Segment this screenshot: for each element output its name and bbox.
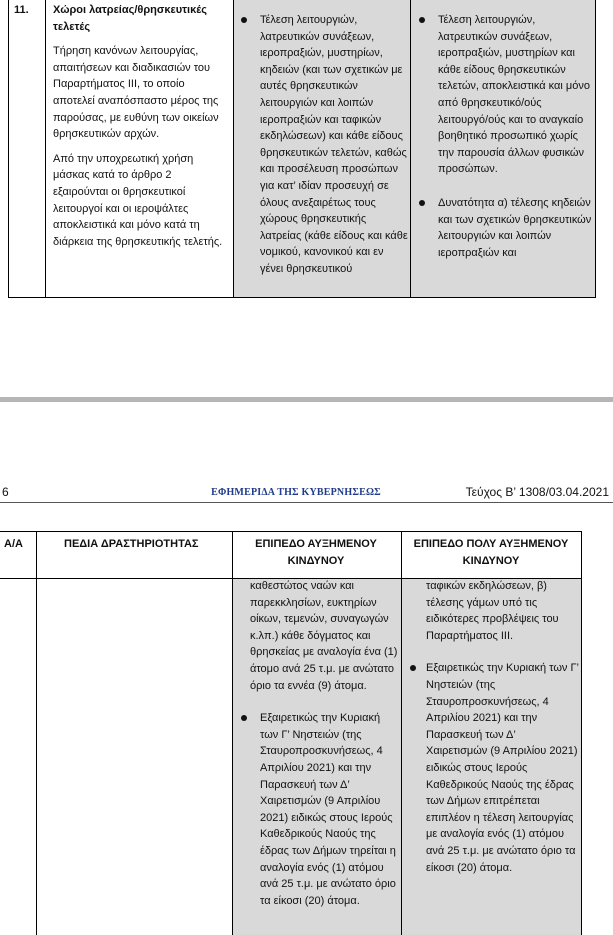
bullet-icon	[241, 715, 247, 721]
list-item: Εξαιρετικώς την Κυριακή των Γ’ Νηστειών (της Σταυροπροσκυνήσεως, 4 Απριλίου 2021) και την Παρασκευή των Δ’ Χαιρετισμών (9 Απριλίου 2021) ειδικώς στους Ιερούς Καθεδρικούς Ναούς της έδρας των Δήμων επιτρέπεται επιπλέον η τέλεση λειτουργίας με αναλογία ενός (1) ατόμου ανά 25 τ.μ. με ανώτατο όριο τα είκοσι (20) άτομα.	[405, 660, 579, 876]
header-very-high-risk: ΕΠΙΠΕΔΟ ΠΟΛΥ ΑΥΞΗΜΕΝΟΥ ΚΙΝΔΥΝΟΥ	[413, 538, 569, 567]
activity-paragraph: Τήρηση κανόνων λειτουργίας, απαιτήσεων και διαδικασιών του Παραρτήματος ΙΙΙ, το οποίο αποτελεί αναπόσπαστο μέρος της παρούσας, με ευθύνη των οικείων θρησκευτικών αρχών.	[53, 45, 219, 141]
header-activity: ΠΕΔΙΑ ΔΡΑΣΤΗΡΙΟΤΗΤΑΣ	[64, 538, 199, 550]
row-number: 11.	[14, 4, 29, 16]
continuation-text: ταφικών εκδηλώσεων, β) τέλεσης γάμων υπό τις ειδικότερες προβλέψεις του Παραρτήματος ΙΙΙ.	[426, 580, 559, 642]
newspaper-title: ΕΦΗΜΕΡΙΔΑ ΤΗΣ ΚΥΒΕΡΝΗΣΕΩΣ	[211, 487, 381, 498]
bullet-icon	[410, 665, 416, 671]
very-high-risk-cell	[414, 12, 592, 296]
header-high-risk: ΕΠΙΠΕΔΟ ΑΥΞΗΜΕΝΟΥ ΚΙΝΔΥΝΟΥ	[255, 538, 377, 567]
list-item: Εξαιρετικώς την Κυριακή των Γ’ Νηστειών (της Σταυροπροσκυνήσεως, 4 Απριλίου 2021) και την Παρασκευή των Δ’ Χαιρετισμών (9 Απριλίου 2021) ειδικώς στους Ιερούς Καθεδρικούς Ναούς της έδρας των Δήμων τηρείται η αναλογία ενός (1) ατόμου ανά 25 τ.μ. με ανώτατο όριο τα είκοσι (20) άτομα.	[236, 710, 400, 909]
activity-title: Χώροι λατρείας/θρησκευτικές τελετές	[53, 4, 207, 33]
activity-paragraph: Από την υποχρεωτική χρήση μάσκας κατά το άρθρο 2 εξαιρούνται οι θρησκευτικοί λειτουργοί και οι ιεροψάλτες αποκλειστικά και μόνο κατά τη διάρκεια της θρησκευτικής τελετής.	[53, 152, 223, 248]
very-high-risk-cell	[405, 578, 579, 934]
activity-cell	[53, 2, 229, 296]
bullet-icon	[419, 200, 425, 206]
page-number: 6	[2, 485, 9, 499]
page-separator	[0, 397, 613, 402]
list-item: Δυνατότητα α) τέλεσης κηδειών και των σχετικών θρησκευτικών λειτουργιών και λοιπών ιεροπραξιών και	[414, 195, 592, 261]
high-risk-cell	[236, 578, 400, 934]
continuation-text: καθεστώτος ναών και παρεκκλησίων, ευκτηρίων οίκων, τεμενών, συναγωγών κ.λπ.) κάθε δόγματος και θρησκείας με αναλογία ένα (1) άτομο ανά 25 τ.μ. με ανώτατο όριο τα εννέα (9) άτομα.	[250, 580, 398, 692]
bullet-icon	[241, 17, 247, 23]
list-item: Τέλεση λειτουργιών, λατρευτικών συνάξεων, ιεροπραξιών, μυστηρίων και κάθε είδους θρησκευτικών τελετών, αποκλειστικά και μόνο από θρησκευτικό/ούς λειτουργό/ούς και το αναγκαίο βοηθητικό προσωπικό χωρίς την παρουσία άλλων φυσικών προσώπων.	[414, 12, 592, 178]
high-risk-cell	[236, 12, 408, 296]
list-item: Τέλεση λειτουργιών, λατρευτικών συνάξεων, ιεροπραξιών, μυστηρίων, κηδειών (και των σχετικών με αυτές θρησκευτικών λειτουργιών και λοιπών ιεροπραξιών και ταφικών εκδηλώσεων) και κάθε είδους θρησκευτικών τελετών, καθώς και προσέλευση προσώπων για κατ’ ιδίαν προσευχή σε όλους ανεξαιρέτως τους χώρους θρησκευτικής λατρείας (κάθε είδους και κάθε νομικού, κανονικού και εν γένει θρησκευτικού	[236, 12, 408, 278]
header-number: Α/Α	[4, 538, 23, 550]
issue-number: Τεύχος Β’ 1308/03.04.2021	[465, 485, 609, 499]
bullet-icon	[419, 17, 425, 23]
